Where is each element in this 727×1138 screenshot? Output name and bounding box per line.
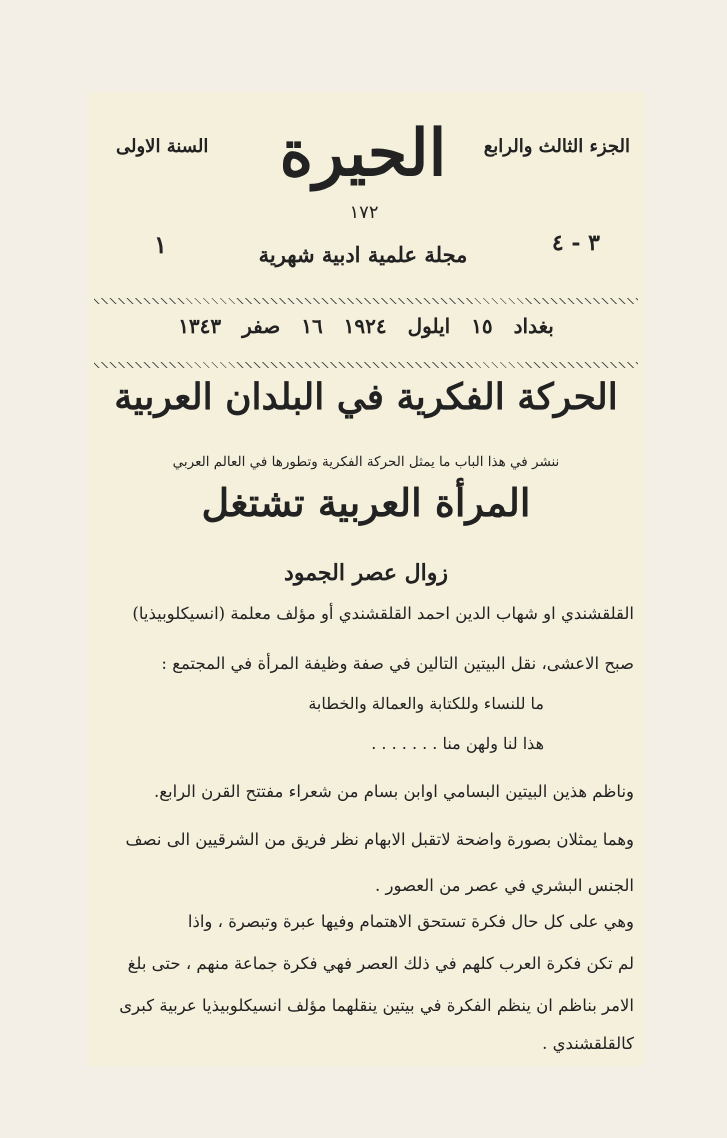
body-line: كالقلقشندي . [542,1034,634,1053]
masthead-year: ١٧٢ [349,202,379,223]
divider [94,362,638,368]
volume-number: ١ [154,230,167,259]
verse-line: ما للنساء وللكتابة والعمالة والخطابة [308,694,544,713]
body-line: الجنس البشري في عصر من العصور . [375,876,634,895]
year-label: السنة الاولى [116,136,209,157]
body-line: لم تكن فكرة العرب كلهم في ذلك العصر فهي فكرة جماعة منهم ، حتى بلغ [127,954,634,973]
body-line: الامر بناظم ان ينظم الفكرة في بيتين ينقلهما مؤلف انسيكلوبيذيا عربية كبرى [119,996,634,1015]
dateline: بغداد ١٥ ايلول ١٩٢٤ ١٦ صفر ١٣٤٣ [178,314,554,338]
section-intro: ننشر في هذا الباب ما يمثل الحركة الفكرية وتطورها في العالم العربي [172,454,560,470]
body-line: وهما يمثلان بصورة واضحة لاتقبل الابهام نظر فريق من الشرقيين الى نصف [125,830,634,849]
issue-numbers: ٣ - ٤ [551,230,600,256]
article-subtitle: زوال عصر الجمود [284,560,448,586]
body-line: وناظم هذين البيتين البسامي اوابن بسام من شعراء مفتتح القرن الرابع. [153,782,634,801]
masthead-subtitle: مجلة علمية ادبية شهرية [258,242,468,267]
body-line: صبح الاعشى، نقل البيتين التالين في صفة وظيفة المرأة في المجتمع : [161,654,634,673]
journal-page [88,92,644,1066]
body-line: وهي على كل حال فكرة تستحق الاهتمام وفيها عبرة وتبصرة ، واذا [187,912,634,931]
masthead-title: الحيرة [279,116,447,191]
verse-line: هذا لنا ولهن منا . . . . . . . [371,734,544,753]
body-line: القلقشندي او شهاب الدين احمد القلقشندي أو مؤلف معلمة (انسيكلوبيذيا) [132,604,634,623]
part-label: الجزء الثالث والرابع [483,136,630,157]
section-headline: الحركة الفكرية في البلدان العربية [114,376,618,418]
article-title: المرأة العربية تشتغل [201,480,531,525]
divider [94,298,638,304]
